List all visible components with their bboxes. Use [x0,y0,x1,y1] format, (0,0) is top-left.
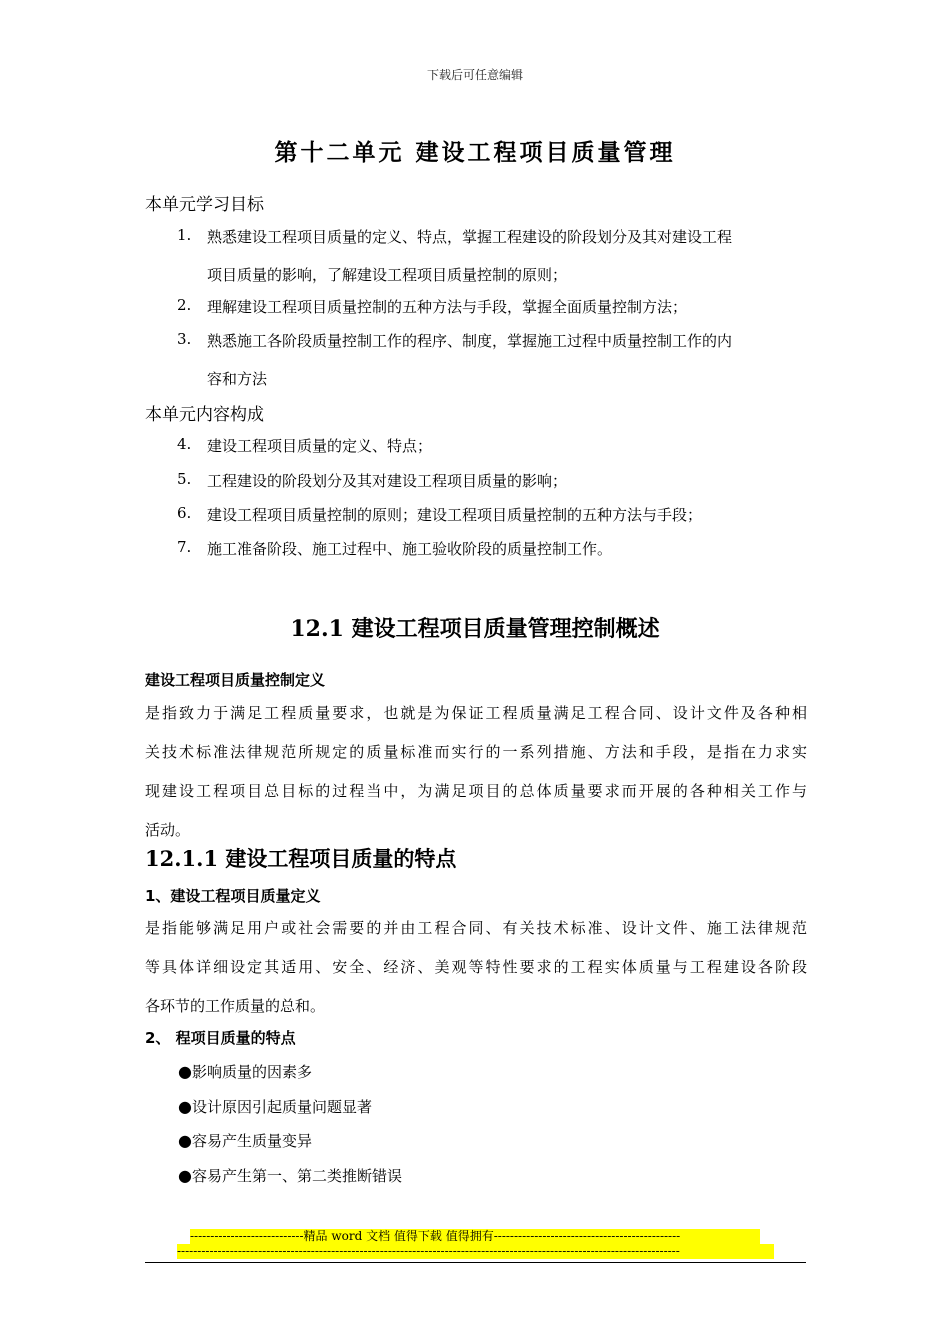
quality-definition-paragraph [145,909,807,1026]
bullet-text: 容易产生质量变异 [191,1132,312,1150]
section-12-1-1-title: 12.1.1 建设工程项目质量的特点 [145,846,457,871]
content-6-number: 6. [177,504,192,522]
header-note: 下载后可任意编辑 [426,68,523,82]
section-12-1-title: 12.1 建设工程项目质量管理控制概述 [290,616,660,642]
definition-line-2: 关技术标准法律规范所规定的质量标准而实行的一系列措施、方法和手段，是指在力求实 [145,743,807,761]
objectives-heading: 本单元学习目标 [145,195,264,215]
objective-3-number: 3. [177,330,192,348]
quality-definition-heading: 1、建设工程项目质量定义 [145,887,321,905]
bullet-item [178,1130,312,1151]
bullet-dot-icon: ● [178,1131,192,1150]
definition-heading: 建设工程项目质量控制定义 [145,671,326,689]
content-5-text: 工程建设的阶段划分及其对建设工程项目质量的影响； [207,472,568,490]
quality-definition-line-1: 是指能够满足用户或社会需要的并由工程合同、有关技术标准、设计文件、施工法律规范 [145,919,807,937]
definition-line-4: 活动。 [145,821,191,839]
bullet-text: 设计原因引起质量问题显著 [191,1098,372,1116]
quality-features-heading: 2、 程项目质量的特点 [145,1029,296,1047]
content-7-number: 7. [177,538,192,556]
bullet-dot-icon: ● [178,1097,192,1116]
objective-3-line1: 熟悉施工各阶段质量控制工作的程序、制度，掌握施工过程中质量控制工作的内 [207,332,733,350]
bullet-dot-icon: ● [178,1166,192,1185]
objective-1-number: 1. [177,226,192,244]
footer-rule [145,1262,806,1263]
bullet-dot-icon: ● [178,1062,192,1081]
objective-3-line2: 容和方法 [207,370,268,388]
bullet-item [178,1096,372,1117]
unit-title: 第十二单元 建设工程项目质量管理 [274,139,676,166]
content-7-text: 施工准备阶段、施工过程中、施工验收阶段的质量控制工作。 [207,540,613,558]
content-5-number: 5. [177,470,192,488]
bullet-text: 容易产生第一、第二类推断错误 [191,1167,402,1185]
bullet-text: 影响质量的因素多 [191,1063,312,1081]
contents-heading: 本单元内容构成 [145,405,264,425]
objective-1-line1: 熟悉建设工程项目质量的定义、特点，掌握工程建设的阶段划分及其对建设工程 [207,228,733,246]
content-4-number: 4. [177,435,192,453]
definition-line-3: 现建设工程项目总目标的过程当中，为满足项目的总体质量要求而开展的各种相关工作与 [145,782,807,800]
definition-paragraph [145,694,807,850]
quality-definition-line-2: 等具体详细设定其适用、安全、经济、美观等特性要求的工程实体质量与工程建设各阶段 [145,958,807,976]
objective-2-line1: 理解建设工程项目质量控制的五种方法与手段，掌握全面质量控制方法； [207,298,688,316]
bullet-item [178,1061,312,1082]
definition-line-1: 是指致力于满足工程质量要求，也就是为保证工程质量满足工程合同、设计文件及各种相 [145,704,807,722]
objective-1-line2: 项目质量的影响，了解建设工程项目质量控制的原则； [207,266,568,284]
quality-definition-line-3: 各环节的工作质量的总和。 [145,997,326,1015]
footer-promo-line-1: ----------------------------精品 word 文档 值得下载 值得拥有---------------------------------------------- [190,1229,760,1244]
content-4-text: 建设工程项目质量的定义、特点； [207,437,433,455]
bullet-item [178,1165,402,1186]
objective-2-number: 2. [177,296,192,314]
content-6-text: 建设工程项目质量控制的原则；建设工程项目质量控制的五种方法与手段； [207,506,703,524]
footer-promo-line-2: ---------------------------------------------------------------------------------------------------------------------------- [177,1244,774,1259]
